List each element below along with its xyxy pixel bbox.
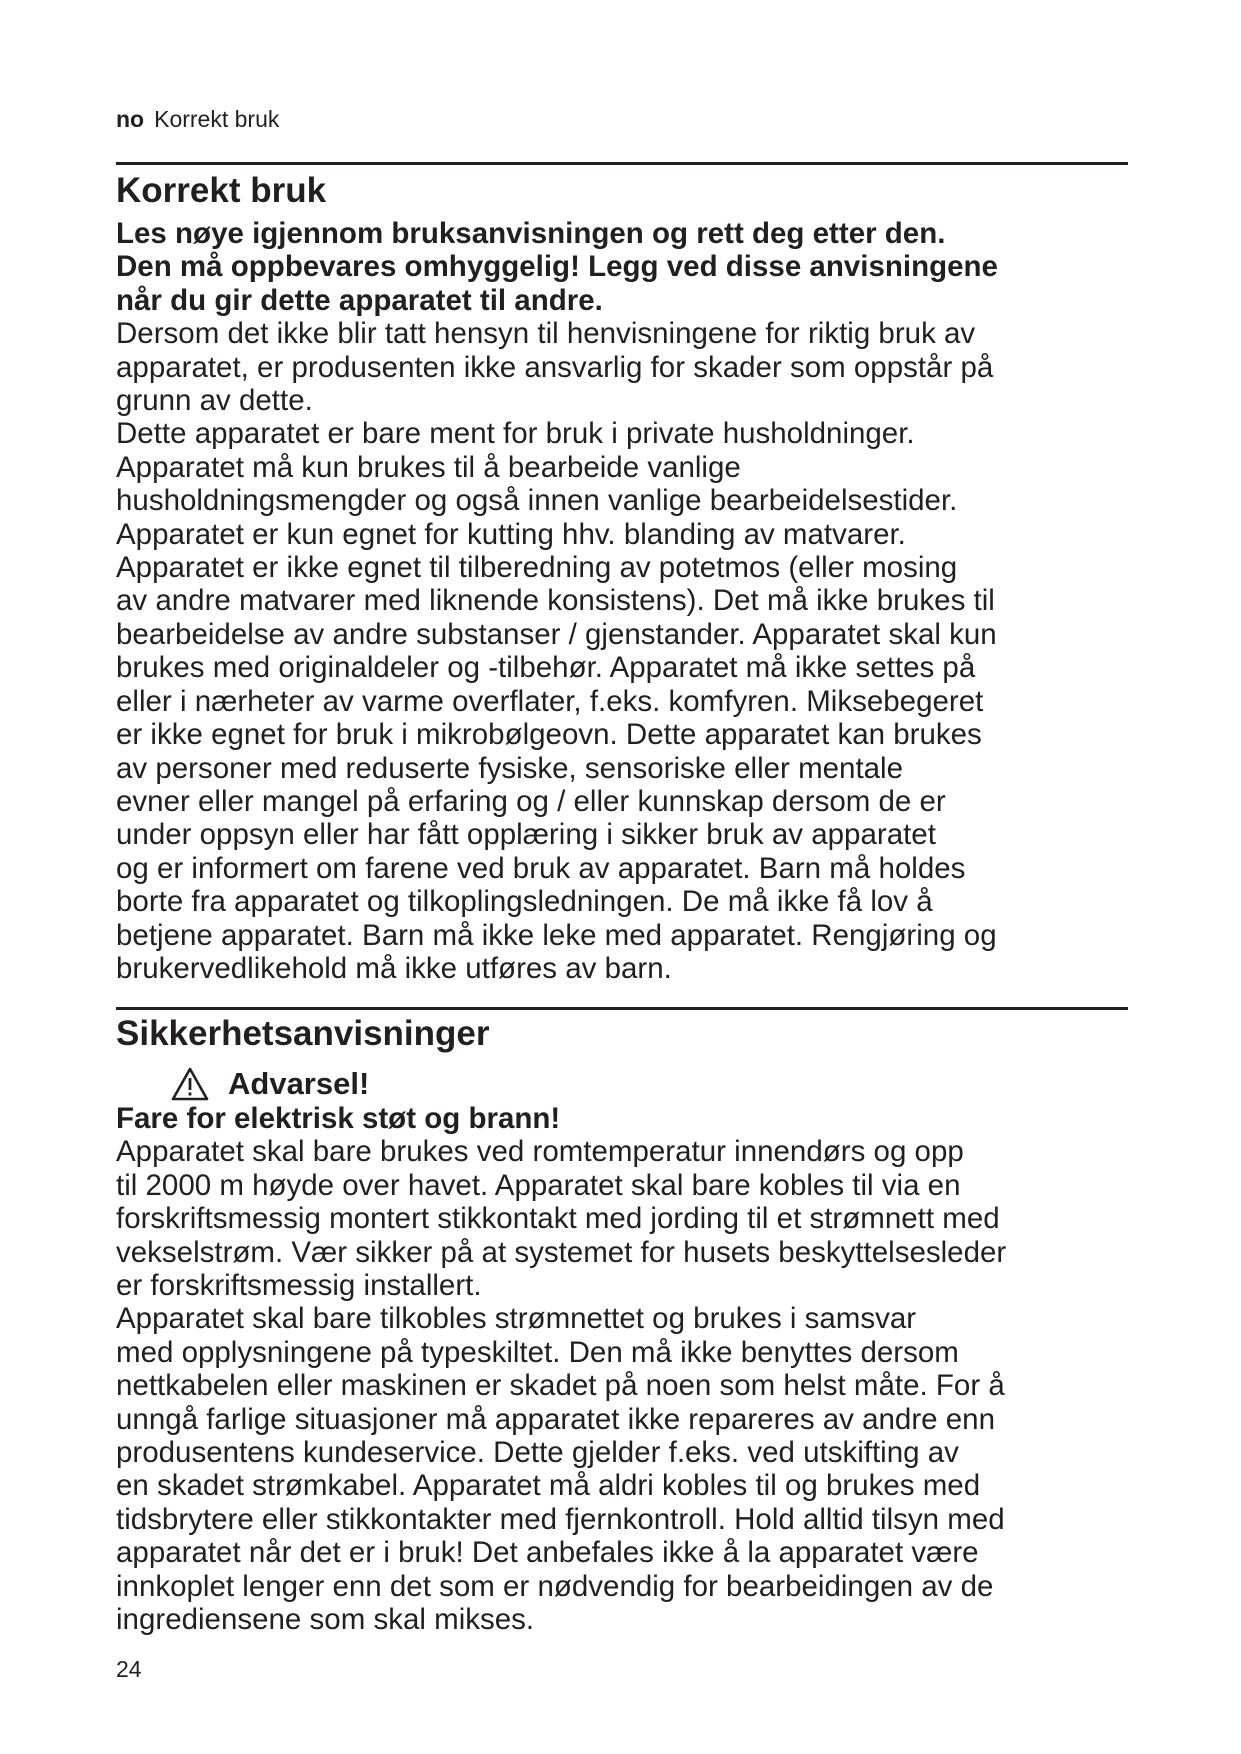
text-line: med opplysningene på typeskiltet. Den må ikke benyttes dersom xyxy=(116,1335,959,1369)
text-line: forskriftsmessig montert stikkontakt med jording til et strømnett med xyxy=(116,1202,1000,1236)
language-code: no xyxy=(116,106,145,132)
text-line: apparatet når det er i bruk! Det anbefales ikke å la apparatet være xyxy=(116,1536,979,1570)
text-line: bearbeidelse av andre substanser / gjenstander. Apparatet skal kun xyxy=(116,617,997,651)
warning-label xyxy=(170,1066,369,1102)
text-line: brukervedlikehold må ikke utføres av barn. xyxy=(116,951,672,985)
text-line: en skadet strømkabel. Apparatet må aldri kobles til og brukes med xyxy=(116,1469,981,1503)
section-title-sikkerhetsanvisninger: Sikkerhetsanvisninger xyxy=(116,1014,490,1053)
warning-text: Advarsel! xyxy=(228,1066,370,1101)
section-divider xyxy=(116,162,1128,165)
bold-line: når du gir dette apparatet til andre. xyxy=(116,283,603,317)
text-line: husholdningsmengder og også innen vanlige bearbeidelsestider. xyxy=(116,484,958,518)
running-header-section: Korrekt bruk xyxy=(154,106,280,132)
text-line: borte fra apparatet og tilkoplingsledningen. De må ikke få lov å xyxy=(116,885,933,919)
bold-line: Den må oppbevares omhyggelig! Legg ved disse anvisningene xyxy=(116,250,998,284)
text-line: unngå farlige situasjoner må apparatet ikke repareres av andre enn xyxy=(116,1402,995,1436)
text-line: Apparatet er kun egnet for kutting hhv. blanding av matvarer. xyxy=(116,517,906,551)
text-line: Apparatet er ikke egnet til tilberedning av potetmos (eller mosing xyxy=(116,551,958,585)
text-line: er ikke egnet for bruk i mikrobølgeovn. Dette apparatet kan brukes xyxy=(116,718,982,752)
text-line: evner eller mangel på erfaring og / eller kunnskap dersom de er xyxy=(116,784,946,818)
section-body-korrekt-bruk xyxy=(116,217,1128,985)
text-line: under oppsyn eller har fått opplæring i sikker bruk av apparatet xyxy=(116,818,936,852)
text-line: eller i nærheter av varme overflater, f.eks. komfyren. Miksebegeret xyxy=(116,684,984,718)
hazard-subheading: Fare for elektrisk støt og brann! xyxy=(116,1102,561,1135)
bold-line: Les nøye igjennom bruksanvisningen og rett deg etter den. xyxy=(116,217,946,250)
warning-triangle-icon xyxy=(170,1066,210,1102)
text-line: ingrediensene som skal mikses. xyxy=(116,1603,535,1637)
text-line: apparatet, er produsenten ikke ansvarlig for skader som oppstår på xyxy=(116,350,994,384)
text-line: innkoplet lenger enn det som er nødvendig for bearbeidingen av de xyxy=(116,1569,994,1603)
text-line: av personer med reduserte fysiske, sensoriske eller mentale xyxy=(116,751,904,785)
section-body-sikkerhetsanvisninger xyxy=(116,1102,1128,1637)
text-line: Apparatet skal bare tilkobles strømnettet og brukes i samsvar xyxy=(116,1302,917,1336)
text-line: grunn av dette. xyxy=(116,384,313,418)
text-line: brukes med originaldeler og -tilbehør. Apparatet må ikke settes på xyxy=(116,651,976,685)
text-line: nettkabelen eller maskinen er skadet på noen som helst måte. For å xyxy=(116,1369,1005,1403)
text-line: til 2000 m høyde over havet. Apparatet skal bare kobles til via en xyxy=(116,1168,961,1202)
text-line: av andre matvarer med liknende konsistens). Det må ikke brukes til xyxy=(116,584,995,618)
text-line: er forskriftsmessig installert. xyxy=(116,1269,482,1303)
text-line: betjene apparatet. Barn må ikke leke med apparatet. Rengjøring og xyxy=(116,918,997,952)
text-line: vekselstrøm. Vær sikker på at systemet for husets beskyttelsesleder xyxy=(116,1235,1007,1269)
text-line: Apparatet må kun brukes til å bearbeide vanlige xyxy=(116,450,741,484)
text-line: Dersom det ikke blir tatt hensyn til henvisningene for riktig bruk av xyxy=(116,317,976,351)
text-line: og er informert om farene ved bruk av apparatet. Barn må holdes xyxy=(116,851,966,885)
text-line: Apparatet skal bare brukes ved romtemperatur innendørs og opp xyxy=(116,1135,964,1169)
section-title-korrekt-bruk: Korrekt bruk xyxy=(116,171,327,210)
text-line: produsentens kundeservice. Dette gjelder f.eks. ved utskifting av xyxy=(116,1436,959,1470)
running-header xyxy=(116,106,279,132)
section-divider xyxy=(116,1007,1128,1010)
text-line: tidsbrytere eller stikkontakter med fjernkontroll. Hold alltid tilsyn med xyxy=(116,1502,1005,1536)
text-line: Dette apparatet er bare ment for bruk i private husholdninger. xyxy=(116,417,915,451)
page-number: 24 xyxy=(116,1656,142,1682)
